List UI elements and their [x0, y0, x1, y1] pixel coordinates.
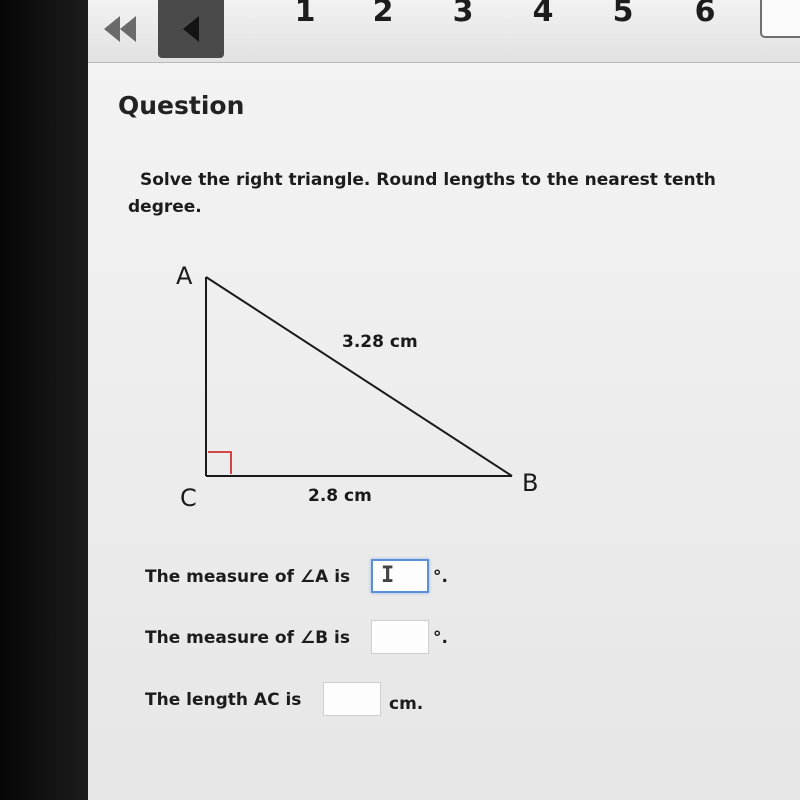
angle-a-input[interactable]: [371, 559, 429, 593]
length-ac-input[interactable]: [323, 682, 381, 716]
degree-suffix-b: °.: [433, 628, 448, 648]
prompt-line-1: Solve the right triangle. Round lengths to the nearest tenth: [140, 170, 716, 190]
page-link-6[interactable]: 6: [694, 0, 716, 29]
next-page-button[interactable]: [760, 0, 800, 38]
question-navigation-bar: [88, 0, 800, 63]
prompt-line-2: degree.: [128, 197, 202, 217]
vertex-label-b: B: [522, 469, 539, 497]
length-ac-label: The length AC is: [145, 690, 302, 710]
previous-question-button[interactable]: [158, 0, 224, 58]
triangle-left-icon: [179, 14, 203, 44]
double-chevron-left-icon: [101, 14, 141, 44]
right-angle-marker: [208, 452, 231, 474]
question-panel: [88, 63, 800, 800]
angle-b-label: The measure of ∠B is: [145, 628, 350, 648]
screen-bezel: [0, 0, 88, 800]
side-ab: [206, 277, 512, 476]
page-link-5[interactable]: 5: [612, 0, 634, 29]
text-cursor-icon: I: [381, 563, 395, 588]
angle-a-label: The measure of ∠A is: [145, 567, 351, 587]
hypotenuse-length-label: 3.28 cm: [342, 332, 418, 352]
page-link-2[interactable]: 2: [372, 0, 394, 29]
page-link-1[interactable]: 1: [294, 0, 316, 29]
cm-suffix: cm.: [389, 694, 424, 714]
question-heading: Question: [118, 91, 245, 120]
angle-b-input[interactable]: [371, 620, 429, 654]
page-link-3[interactable]: 3: [452, 0, 474, 29]
degree-suffix-a: °.: [433, 567, 448, 587]
first-question-button[interactable]: [88, 0, 154, 58]
page-link-4[interactable]: 4: [532, 0, 554, 29]
vertex-label-a: A: [176, 262, 193, 290]
right-triangle-diagram: [88, 63, 800, 523]
base-length-label: 2.8 cm: [308, 486, 372, 506]
vertex-label-c: C: [180, 484, 197, 512]
